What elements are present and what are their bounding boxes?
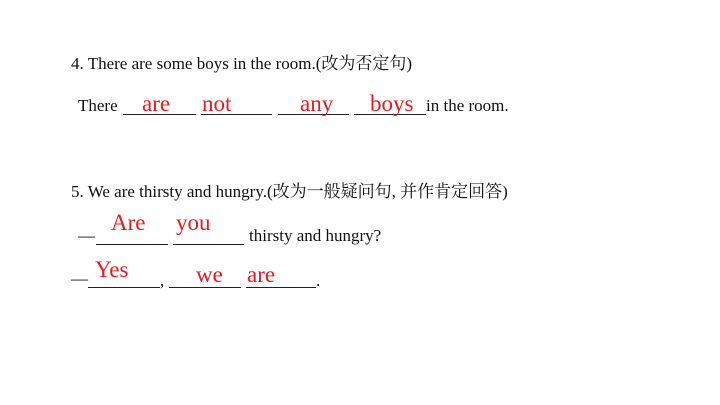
question-5-prompt: 5. We are thirsty and hungry.(改为一般疑问句, 并作肯定回答): [71, 182, 508, 201]
question-5-line-2-blank-3[interactable]: [246, 287, 316, 288]
question-5-line-2-blank-1[interactable]: [88, 287, 160, 288]
question-4-prompt: 4. There are some boys in the room.(改为否定句): [71, 54, 413, 73]
question-4-answer-4: boys: [370, 91, 414, 116]
question-5-line-1-answer-2: you: [176, 210, 211, 235]
question-4-answer-1: are: [142, 91, 171, 116]
question-5-line-1-tail: thirsty and hungry?: [249, 226, 382, 245]
question-5-line-2-answer-1: Yes: [95, 257, 129, 282]
question-5-line-1-blank-1[interactable]: [96, 244, 168, 245]
question-5-line-2-period: .: [316, 271, 321, 290]
question-5-line-1-answer-1: Are: [111, 210, 146, 235]
question-5-line-1-dash: —: [78, 226, 95, 245]
question-4-answer-3: any: [300, 91, 334, 116]
question-4-tail: in the room.: [426, 96, 509, 115]
question-5-line-2-blank-2[interactable]: [169, 287, 241, 288]
question-4-lead-word: There: [78, 96, 118, 115]
question-5-line-2-answer-3: are: [247, 262, 276, 287]
question-5-line-1-blank-2[interactable]: [173, 244, 244, 245]
question-5-line-2-dash: —: [71, 269, 88, 288]
question-4-answer-2: not: [202, 91, 232, 116]
question-5-line-2-answer-2: we: [196, 262, 223, 287]
question-5-line-2-comma: ,: [160, 271, 165, 290]
